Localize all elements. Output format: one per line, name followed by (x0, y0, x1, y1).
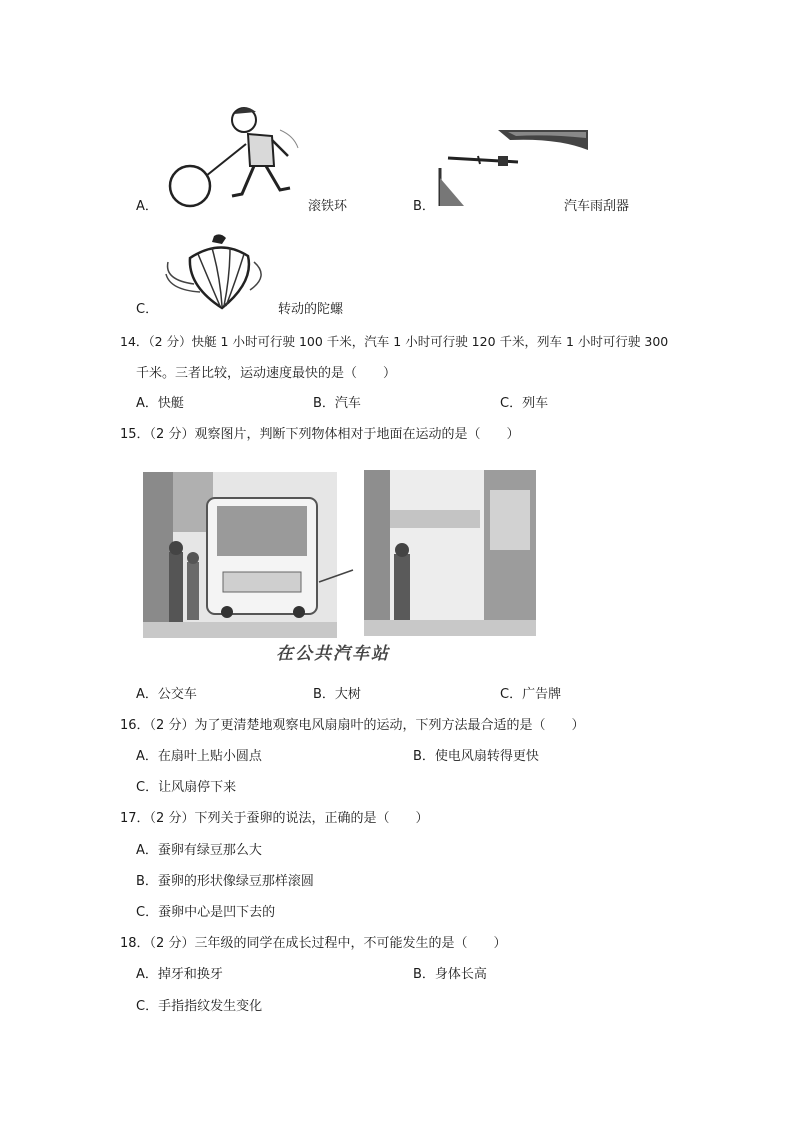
q16-option-b: B．使电风扇转得更快 (413, 749, 539, 764)
q13-option-a-letter: A． (136, 199, 158, 214)
q15-option-a: A．公交车 (136, 687, 197, 702)
q18-option-b: B．身体长高 (413, 967, 487, 982)
q17-stem: 17．（2 分）下列关于蚕卵的说法，正确的是（ ） (120, 811, 429, 826)
q17-option-a: A．蚕卵有绿豆那么大 (136, 843, 262, 858)
windshield-wiper-illustration (438, 128, 588, 208)
q13-option-b-letter: B． (413, 199, 435, 214)
q14-option-c: C．列车 (500, 396, 549, 411)
q18-option-c: C．手指指纹发生变化 (136, 999, 263, 1014)
spinning-top-illustration (164, 232, 274, 312)
q14-stem-line1: 14．（2 分）快艇 1 小时可行驶 100 千米，汽车 1 小时可行驶 120 千米，列车 1 小时可行驶 300 (120, 334, 669, 349)
q14-option-a: A．快艇 (136, 396, 184, 411)
bus-stop-photo-left (143, 472, 337, 638)
q15-option-c: C．广告牌 (500, 687, 562, 702)
q17-option-c: C．蚕卵中心是凹下去的 (136, 905, 276, 920)
q15-stem: 15．（2 分）观察图片，判断下列物体相对于地面在运动的是（ ） (120, 427, 520, 442)
q14-stem-line2: 千米。三者比较，运动速度最快的是（ ） (136, 366, 397, 381)
q17-option-b: B．蚕卵的形状像绿豆那样滚圆 (136, 874, 314, 889)
q13-option-c-text: 转动的陀螺 (278, 302, 344, 317)
q16-option-c: C．让风扇停下来 (136, 780, 237, 795)
q18-option-a: A．掉牙和换牙 (136, 967, 223, 982)
q13-option-b-text: 汽车雨刮器 (564, 199, 630, 214)
q16-stem: 16．（2 分）为了更清楚地观察电风扇扇叶的运动，下列方法最合适的是（ ） (120, 718, 585, 733)
q15-photo-caption: 在公共汽车站 (276, 644, 390, 664)
q14-option-b: B．汽车 (313, 396, 361, 411)
q15-option-b: B．大树 (313, 687, 361, 702)
rolling-hoop-illustration (162, 100, 302, 210)
q13-option-c-letter: C． (136, 302, 159, 317)
q16-option-a: A．在扇叶上贴小圆点 (136, 749, 262, 764)
q13-option-a-text: 滚铁环 (308, 199, 348, 214)
q18-stem: 18．（2 分）三年级的同学在成长过程中，不可能发生的是（ ） (120, 936, 507, 951)
bus-stop-photo-right (364, 470, 536, 636)
